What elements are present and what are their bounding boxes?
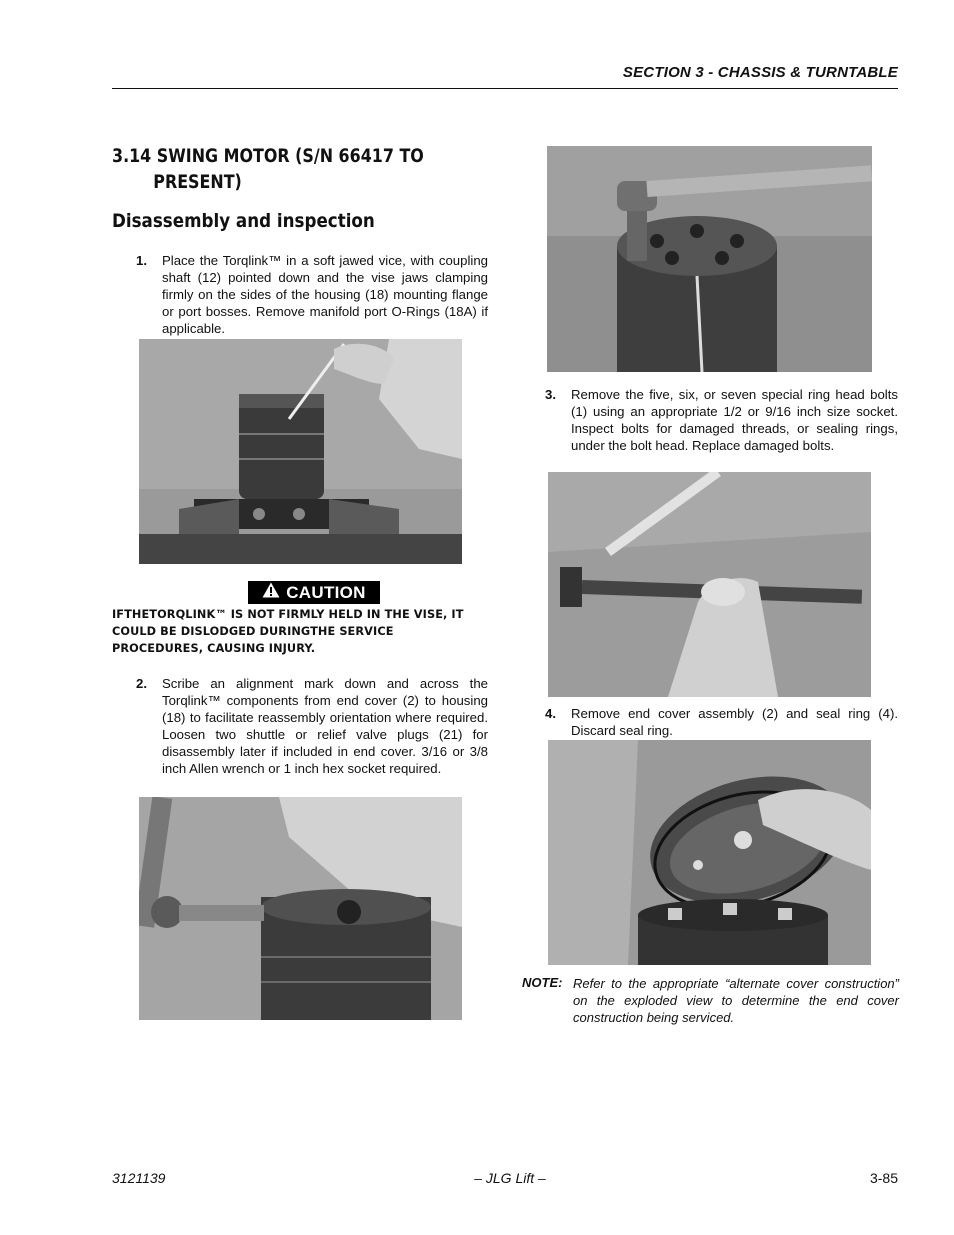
photo-remove-end-cover (548, 740, 871, 965)
subheading: Disassembly and inspection (112, 210, 375, 232)
photo-motor-in-vise (139, 339, 462, 564)
step-number: 2. (136, 676, 147, 691)
caution-message: IFTHETORQLINK™ IS NOT FIRMLY HELD IN THE VISE, IT COULD BE DISLODGED DURINGTHE SERVICE PROCEDURES, CAUSING INJURY. (112, 608, 464, 655)
step-1 (136, 252, 488, 337)
step-text: Remove end cover assembly (2) and seal ring (4). Discard seal ring. (571, 706, 898, 738)
section-title-line1: 3.14 SWING MOTOR (S/N 66417 TO (112, 146, 424, 167)
caution-label (248, 581, 380, 604)
warning-triangle-icon (262, 582, 280, 603)
step-2 (136, 675, 488, 777)
section-title (112, 144, 439, 196)
note-label: NOTE: (522, 975, 563, 990)
caution-text-label: CAUTION (286, 582, 366, 602)
photo-loosen-plugs (139, 797, 462, 1020)
section-title-line2: PRESENT) (153, 172, 242, 193)
step-text: Place the Torqlink™ in a soft jawed vice, with coupling shaft (12) pointed down and the vise jaws clamping firmly on the sides of the housing (18) mounting flange or port bosses. Remove manifold port O-Rings (18A) if applicable. (162, 253, 488, 336)
step-text: Remove the five, six, or seven special ring head bolts (1) using an appropriate 1/2 or 9/16 inch size socket. Inspect bolts for damaged threads, or sealing rings, under the bolt head. Replace damaged bolts. (571, 387, 898, 453)
footer-page-number: 3-85 (869, 1170, 898, 1186)
step-number: 4. (545, 706, 556, 721)
footer-doc-number: 3121139 (112, 1170, 166, 1186)
header-rule (112, 88, 898, 89)
step-4 (545, 705, 898, 739)
section-header: SECTION 3 - CHASSIS & TURNTABLE (622, 64, 898, 81)
step-3 (545, 386, 898, 454)
step-number: 1. (136, 253, 147, 268)
step-number: 3. (545, 387, 556, 402)
photo-remove-bolts (547, 146, 872, 372)
step-text: Scribe an alignment mark down and across the Torqlink™ components from end cover (2) to housing (18) to facilitate reassembly orientation where required. Loosen two shuttle or relief valve plugs (21) for disassembly later if included in end cover. 3/16 or 3/8 inch Allen wrench or 1 inch hex socket required. (162, 676, 488, 776)
footer-publisher: – JLG Lift – (474, 1170, 546, 1186)
note-text: Refer to the appropriate “alternate cover construction” on the exploded view to determine the end cover construction being serviced. (573, 976, 899, 1025)
photo-inspect-bolt (548, 472, 871, 697)
